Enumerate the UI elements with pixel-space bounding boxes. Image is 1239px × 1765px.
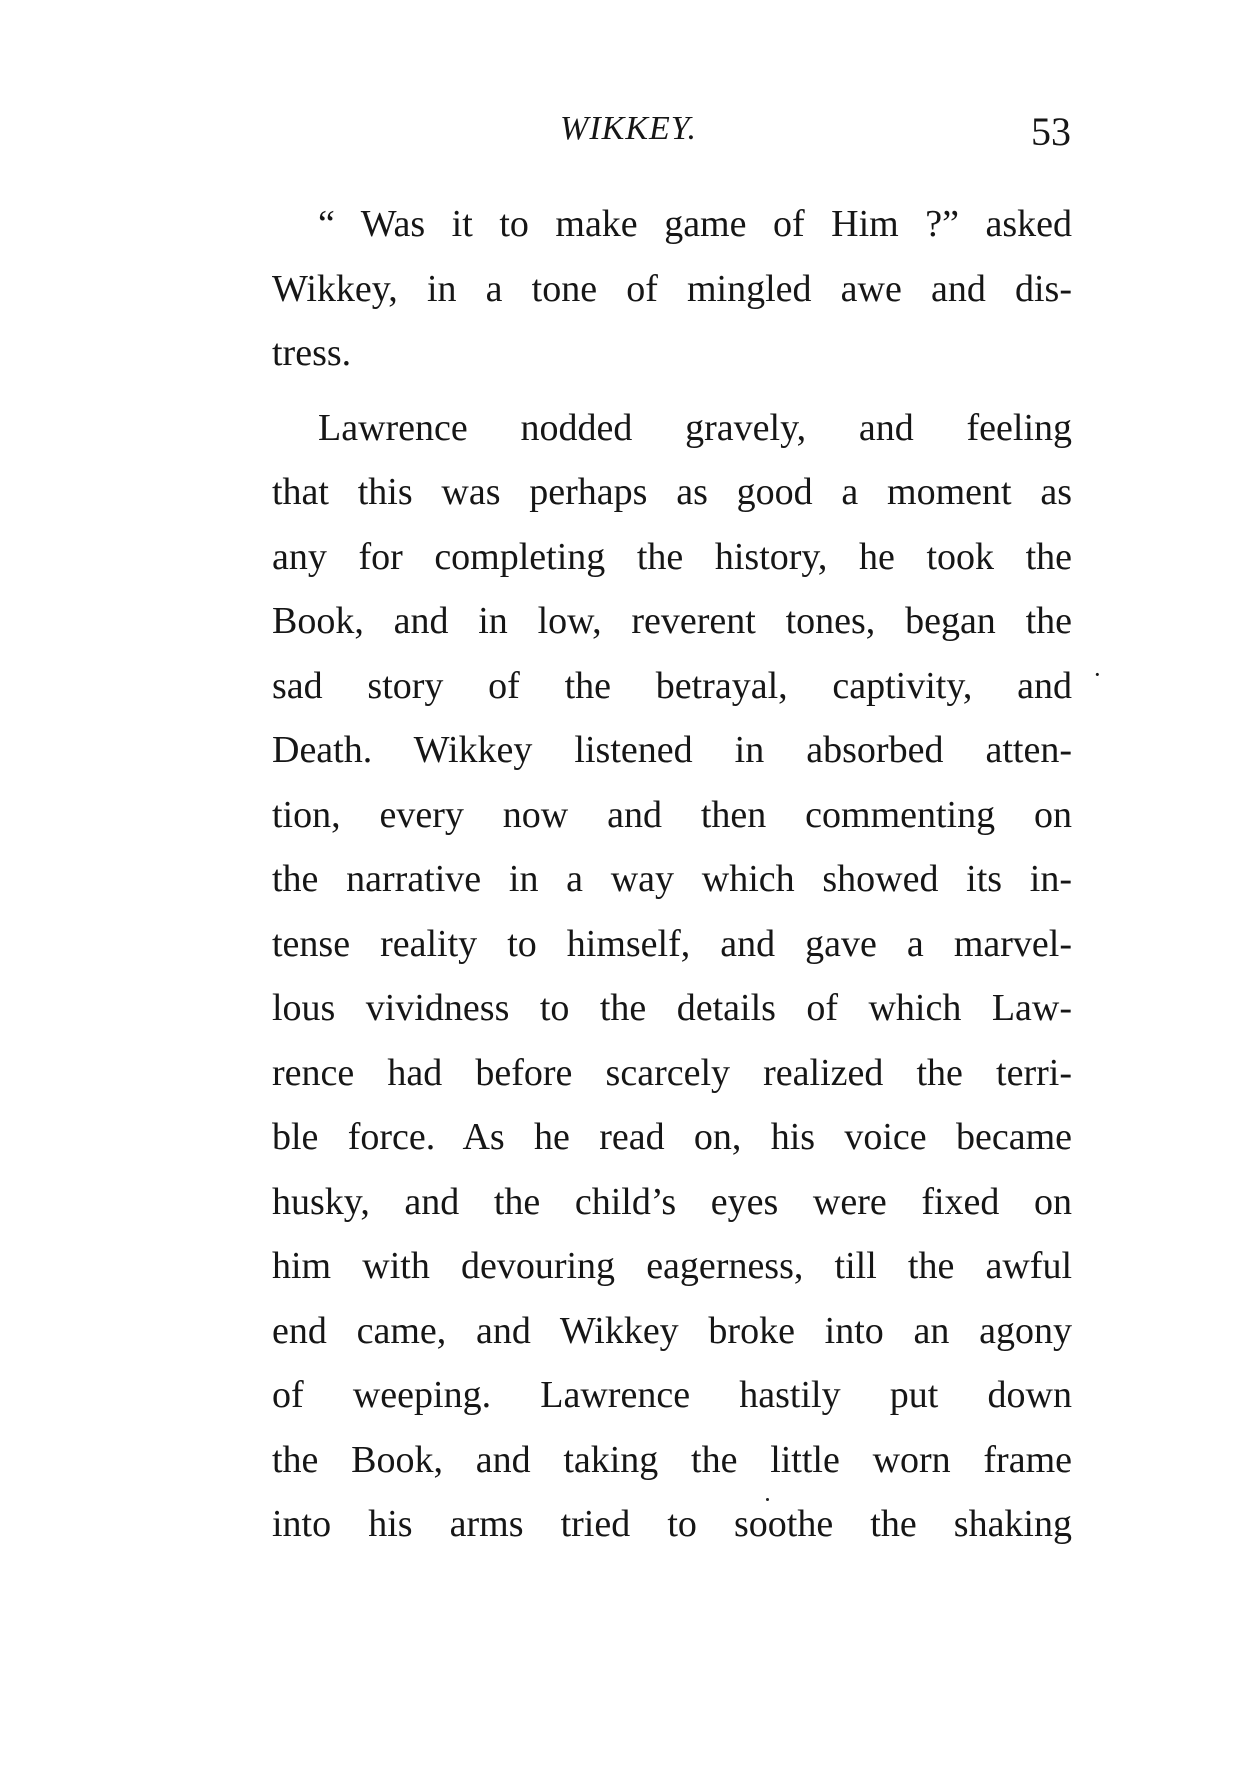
- text-line: end came, and Wikkey broke into an agony: [272, 1309, 1072, 1352]
- text-line: into his arms tried to soothe the shaking: [272, 1503, 1072, 1545]
- text-line: rence had before scarcely realized the terri-: [272, 1051, 1072, 1094]
- margin-mark: ·: [1093, 660, 1102, 689]
- text-line: Death. Wikkey listened in absorbed atten-: [272, 729, 1072, 771]
- text-line: that this was perhaps as good a moment as: [272, 471, 1072, 513]
- text-line: him with devouring eagerness, till the awful: [272, 1245, 1072, 1287]
- text-line: Book, and in low, reverent tones, began the: [272, 600, 1072, 642]
- text-line: husky, and the child’s eyes were fixed on: [272, 1180, 1072, 1223]
- text-line: lous vividness to the details of which Law-: [272, 987, 1072, 1029]
- text-line: Wikkey, in a tone of mingled awe and dis-: [272, 267, 1072, 310]
- text-line: tion, every now and then commenting on: [272, 793, 1072, 836]
- text-line: Lawrence nodded gravely, and feeling: [318, 406, 1072, 449]
- text-line: tense reality to himself, and gave a marvel-: [272, 922, 1072, 965]
- paragraph-2: [272, 396, 1072, 1557]
- text-line: of weeping. Lawrence hastily put down: [272, 1374, 1072, 1416]
- text-line: sad story of the betrayal, captivity, and: [272, 664, 1072, 707]
- text-line: tress.: [272, 332, 352, 374]
- text-line: the Book, and taking the little worn frame: [272, 1438, 1072, 1481]
- paragraph-gap: [272, 386, 1072, 396]
- text-line: “ Was it to make game of Him ?” asked: [318, 203, 1072, 245]
- running-title: WIKKEY.: [560, 110, 698, 147]
- paragraph-1: [272, 192, 1072, 386]
- text-line: any for completing the history, he took the: [272, 535, 1072, 578]
- body-text: [272, 192, 1072, 1557]
- page-number: 53: [1031, 109, 1071, 154]
- text-line: the narrative in a way which showed its in-: [272, 858, 1072, 900]
- ink-speck: [766, 1498, 769, 1501]
- text-line: ble force. As he read on, his voice became: [272, 1116, 1072, 1158]
